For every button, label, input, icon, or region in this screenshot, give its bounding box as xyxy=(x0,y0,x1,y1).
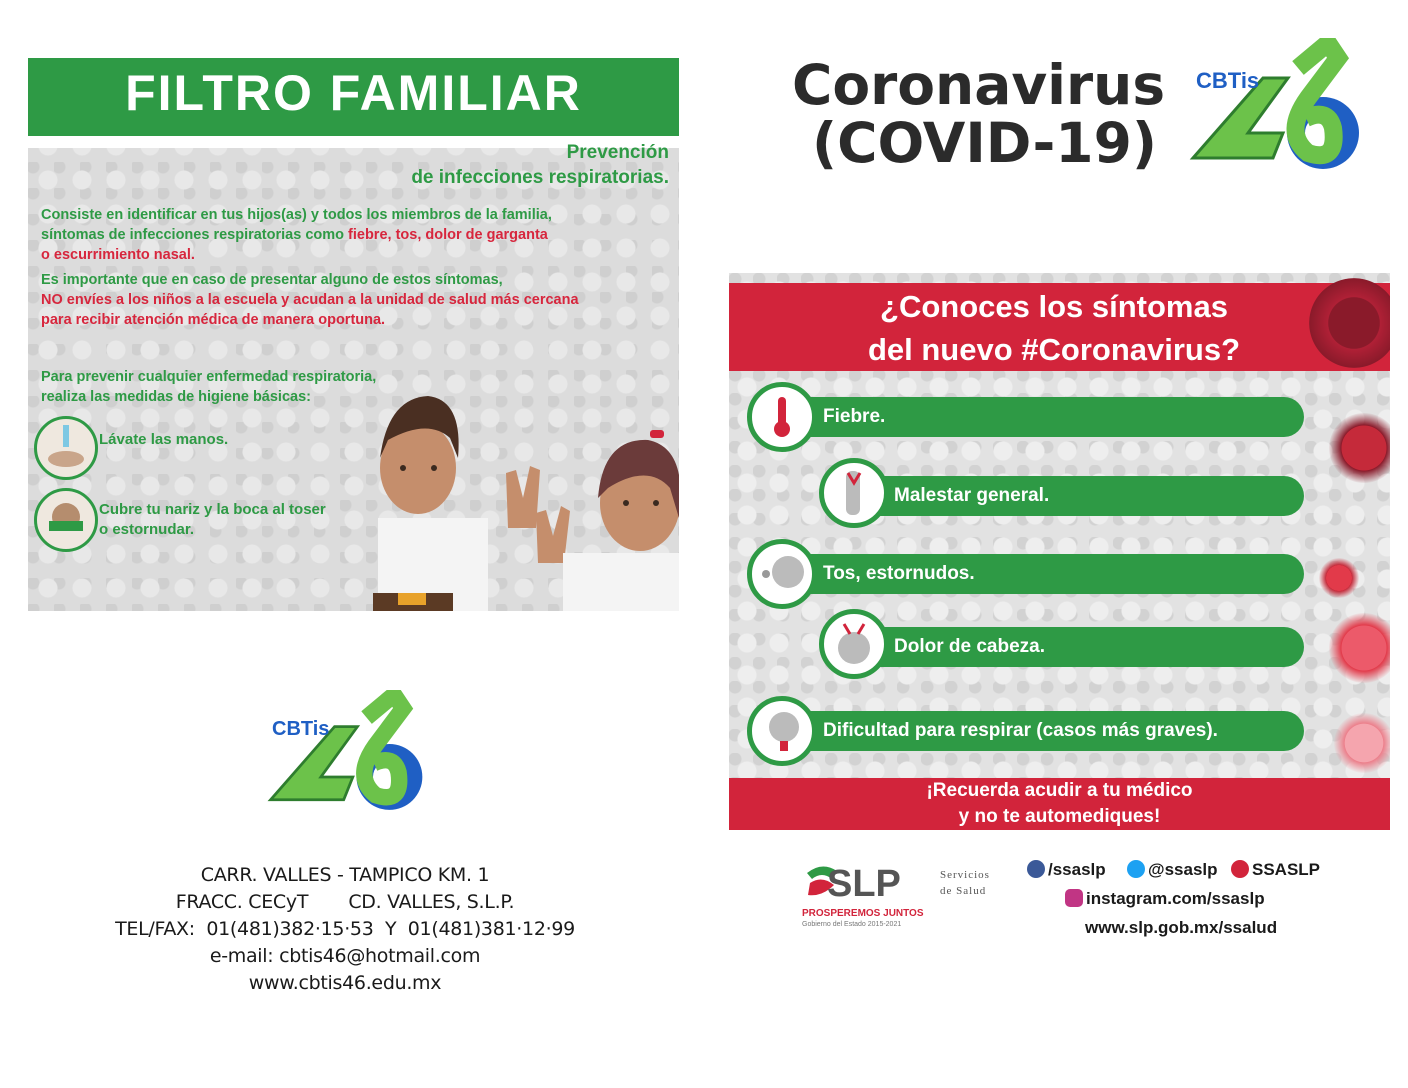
services-line: Servicios xyxy=(940,869,990,881)
paragraph-warning: para recibir atención médica de manera oportuna. xyxy=(41,312,386,328)
slp-wordmark: SLP xyxy=(827,863,901,905)
symptom-row-malaise xyxy=(854,476,1304,516)
subtitle-line-1: Prevención xyxy=(566,142,669,163)
paragraph-line: realiza las medidas de higiene básicas: xyxy=(41,389,311,405)
cbtis-brand-text: CBTis xyxy=(272,718,330,740)
paragraph-line: Para prevenir cualquier enfermedad respiratoria, xyxy=(41,369,377,385)
highlight-symptoms: o escurrimiento nasal. xyxy=(41,247,195,263)
youtube-handle: SSASLP xyxy=(1252,860,1321,879)
facebook-handle: /ssaslp xyxy=(1048,860,1106,879)
virus-icon xyxy=(1309,278,1390,368)
tip-cover-cough xyxy=(99,500,326,540)
cbtis-46-emblem-icon xyxy=(266,690,426,820)
symptoms-poster xyxy=(729,273,1390,830)
cbtis-logo-top xyxy=(1188,38,1363,180)
paragraph-warning: NO envíes a los niños a la escuela y acudan a la unidad de salud más cercana xyxy=(41,292,579,308)
facebook-icon xyxy=(1027,860,1045,878)
breathing-icon xyxy=(747,696,817,766)
email-line[interactable]: e-mail: cbtis46@hotmail.com xyxy=(209,945,481,967)
virus-icon xyxy=(1329,613,1390,683)
tip-line: Cubre tu nariz y la boca al toser xyxy=(99,501,326,518)
symptom-row-cough xyxy=(781,554,1304,594)
paragraph-line: síntomas de infecciones respiratorias como xyxy=(41,227,349,243)
symptom-label: Tos, estornudos. xyxy=(823,563,975,584)
slp-gov-caption: Gobierno del Estado 2015-2021 xyxy=(802,921,902,928)
twitter-handle: @ssaslp xyxy=(1148,860,1218,879)
covid-title xyxy=(792,53,1192,175)
highlight-symptoms: fiebre, tos, dolor de garganta xyxy=(348,227,548,243)
family-illustration xyxy=(358,378,679,611)
body-ache-icon xyxy=(819,458,889,528)
tip-line: o estornudar. xyxy=(99,521,195,538)
virus-icon xyxy=(1319,558,1359,598)
headache-icon xyxy=(819,609,889,679)
symptom-label: Fiebre. xyxy=(823,406,886,427)
symptom-row-headache xyxy=(854,627,1304,667)
subtitle-line-2: de infecciones respiratorias. xyxy=(411,167,669,188)
website-link[interactable]: www.cbtis46.edu.mx xyxy=(248,972,442,994)
virus-icon xyxy=(1334,713,1390,773)
youtube-icon xyxy=(1231,860,1249,878)
symptom-label: Dificultad para respirar (casos más graves). xyxy=(823,720,1218,741)
paragraph-symptoms xyxy=(41,205,679,265)
slp-website-text: www.slp.gob.mx/ssalud xyxy=(1085,918,1278,937)
cough-icon xyxy=(747,539,817,609)
footer-line-1: ¡Recuerda acudir a tu médico xyxy=(926,780,1193,801)
youtube-link[interactable] xyxy=(1231,860,1320,880)
slp-health-services xyxy=(797,855,1392,960)
instagram-link[interactable] xyxy=(1065,889,1265,909)
filtro-title: FILTRO FAMILIAR xyxy=(125,65,582,121)
filtro-familiar-panel xyxy=(28,58,679,611)
phone-line: TEL/FAX: 01(481)382·15·53 Y 01(481)381·12·99 xyxy=(115,918,575,940)
twitter-link[interactable] xyxy=(1127,860,1218,880)
virus-icon xyxy=(1329,413,1390,483)
hand-wash-icon xyxy=(34,416,98,480)
filtro-subtitle xyxy=(411,140,669,190)
contact-info xyxy=(100,862,590,997)
twitter-icon xyxy=(1127,860,1145,878)
slp-website-link[interactable] xyxy=(1085,918,1277,938)
address-line: FRACC. CECyT CD. VALLES, S.L.P. xyxy=(175,891,515,913)
question-line-2: del nuevo #Coronavirus? xyxy=(867,332,1241,367)
paragraph-line: Consiste en identificar en tus hijos(as) y todos los miembros de la familia, xyxy=(41,207,552,223)
symptom-row-breathing xyxy=(781,711,1304,751)
instagram-icon xyxy=(1065,889,1083,907)
paragraph-important xyxy=(41,270,679,330)
tip-wash-hands: Lávate las manos. xyxy=(99,431,229,448)
covid-title-line-2: (COVID-19) xyxy=(812,111,1157,175)
symptom-label: Dolor de cabeza. xyxy=(894,636,1045,657)
paragraph-line: Es importante que en caso de presentar alguno de estos síntomas, xyxy=(41,272,503,288)
thermometer-icon xyxy=(747,382,817,452)
symptoms-footer xyxy=(729,778,1390,830)
covid-title-line-1: Coronavirus xyxy=(792,53,1166,117)
cbtis-logo-bottom xyxy=(266,690,426,820)
slp-motto: PROSPEREMOS JUNTOS xyxy=(802,908,924,919)
address-line: CARR. VALLES - TAMPICO KM. 1 xyxy=(200,864,490,886)
footer-line-2: y no te automediques! xyxy=(958,806,1161,827)
symptom-row-fever xyxy=(781,397,1304,437)
cover-cough-icon xyxy=(34,488,98,552)
symptom-label: Malestar general. xyxy=(894,485,1050,506)
symptoms-question xyxy=(789,285,1319,371)
cbtis-brand-text: CBTis xyxy=(1196,68,1260,93)
cbtis-46-emblem-icon xyxy=(1188,38,1363,180)
question-line-1: ¿Conoces los síntomas xyxy=(880,289,1228,324)
facebook-link[interactable] xyxy=(1027,860,1106,880)
servicios-de-salud xyxy=(940,867,990,899)
instagram-handle: instagram.com/ssaslp xyxy=(1086,889,1265,908)
services-line: de Salud xyxy=(940,885,987,897)
